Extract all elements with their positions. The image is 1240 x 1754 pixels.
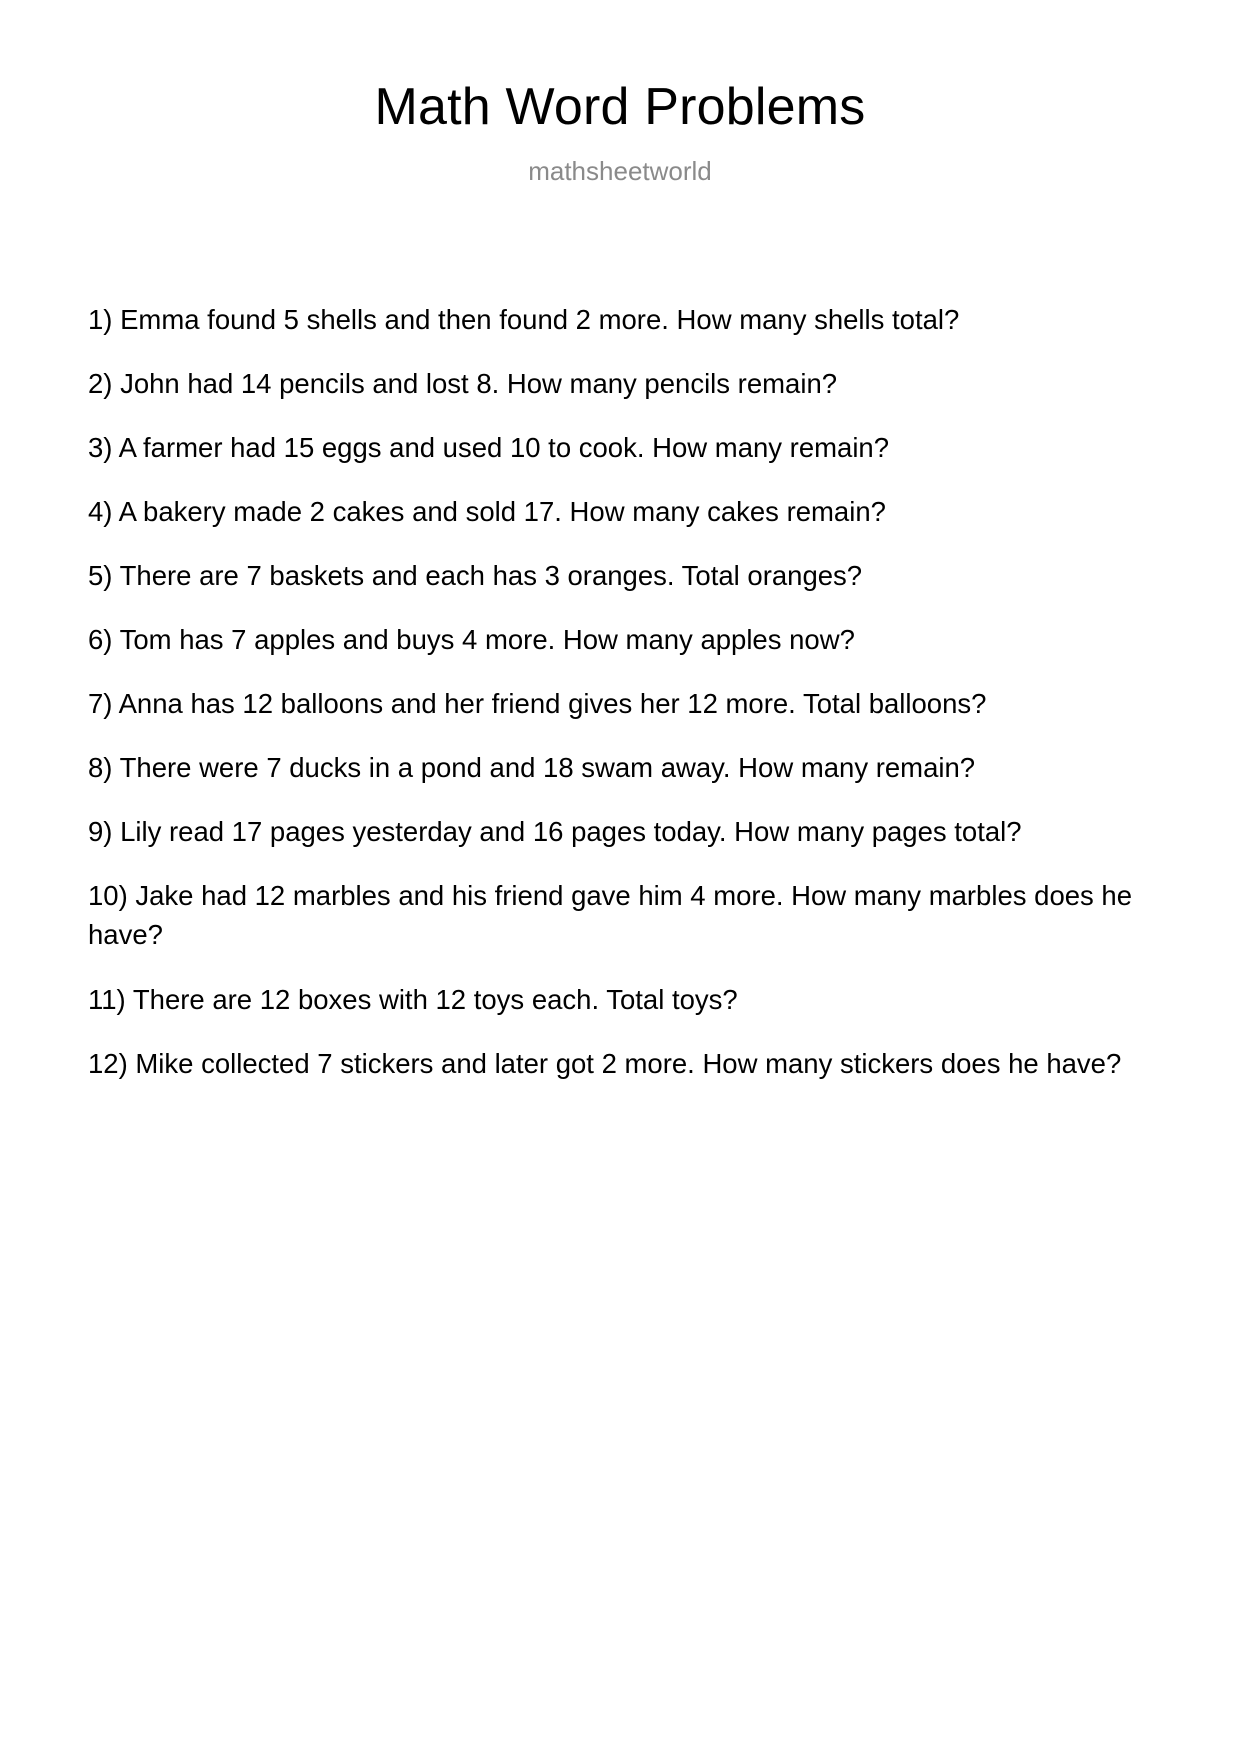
list-item: 6) Tom has 7 apples and buys 4 more. How many apples now? (88, 624, 855, 656)
list-item: 5) There are 7 baskets and each has 3 oranges. Total oranges? (88, 560, 863, 592)
list-item: 2) John had 14 pencils and lost 8. How many pencils remain? (88, 368, 838, 400)
list-item: 9) Lily read 17 pages yesterday and 16 pages today. How many pages total? (88, 816, 1022, 848)
page-subtitle: mathsheetworld (528, 155, 712, 186)
list-item: 10) Jake had 12 marbles and his friend gave him 4 more. How many marbles does he have? (88, 880, 1133, 951)
list-item: 1) Emma found 5 shells and then found 2 more. How many shells total? (88, 304, 960, 335)
list-item: 8) There were 7 ducks in a pond and 18 swam away. How many remain? (88, 752, 976, 784)
list-item: 3) A farmer had 15 eggs and used 10 to cook. How many remain? (88, 432, 890, 464)
list-item: 4) A bakery made 2 cakes and sold 17. How many cakes remain? (88, 496, 886, 528)
worksheet-header (0, 0, 1240, 187)
problem-list (88, 300, 1152, 1083)
list-item: 11) There are 12 boxes with 12 toys each. Total toys? (88, 983, 738, 1015)
list-item: 12) Mike collected 7 stickers and later got 2 more. How many stickers does he have? (88, 1047, 1122, 1079)
list-item: 7) Anna has 12 balloons and her friend gives her 12 more. Total balloons? (88, 688, 987, 720)
page-title: Math Word Problems (374, 78, 866, 136)
